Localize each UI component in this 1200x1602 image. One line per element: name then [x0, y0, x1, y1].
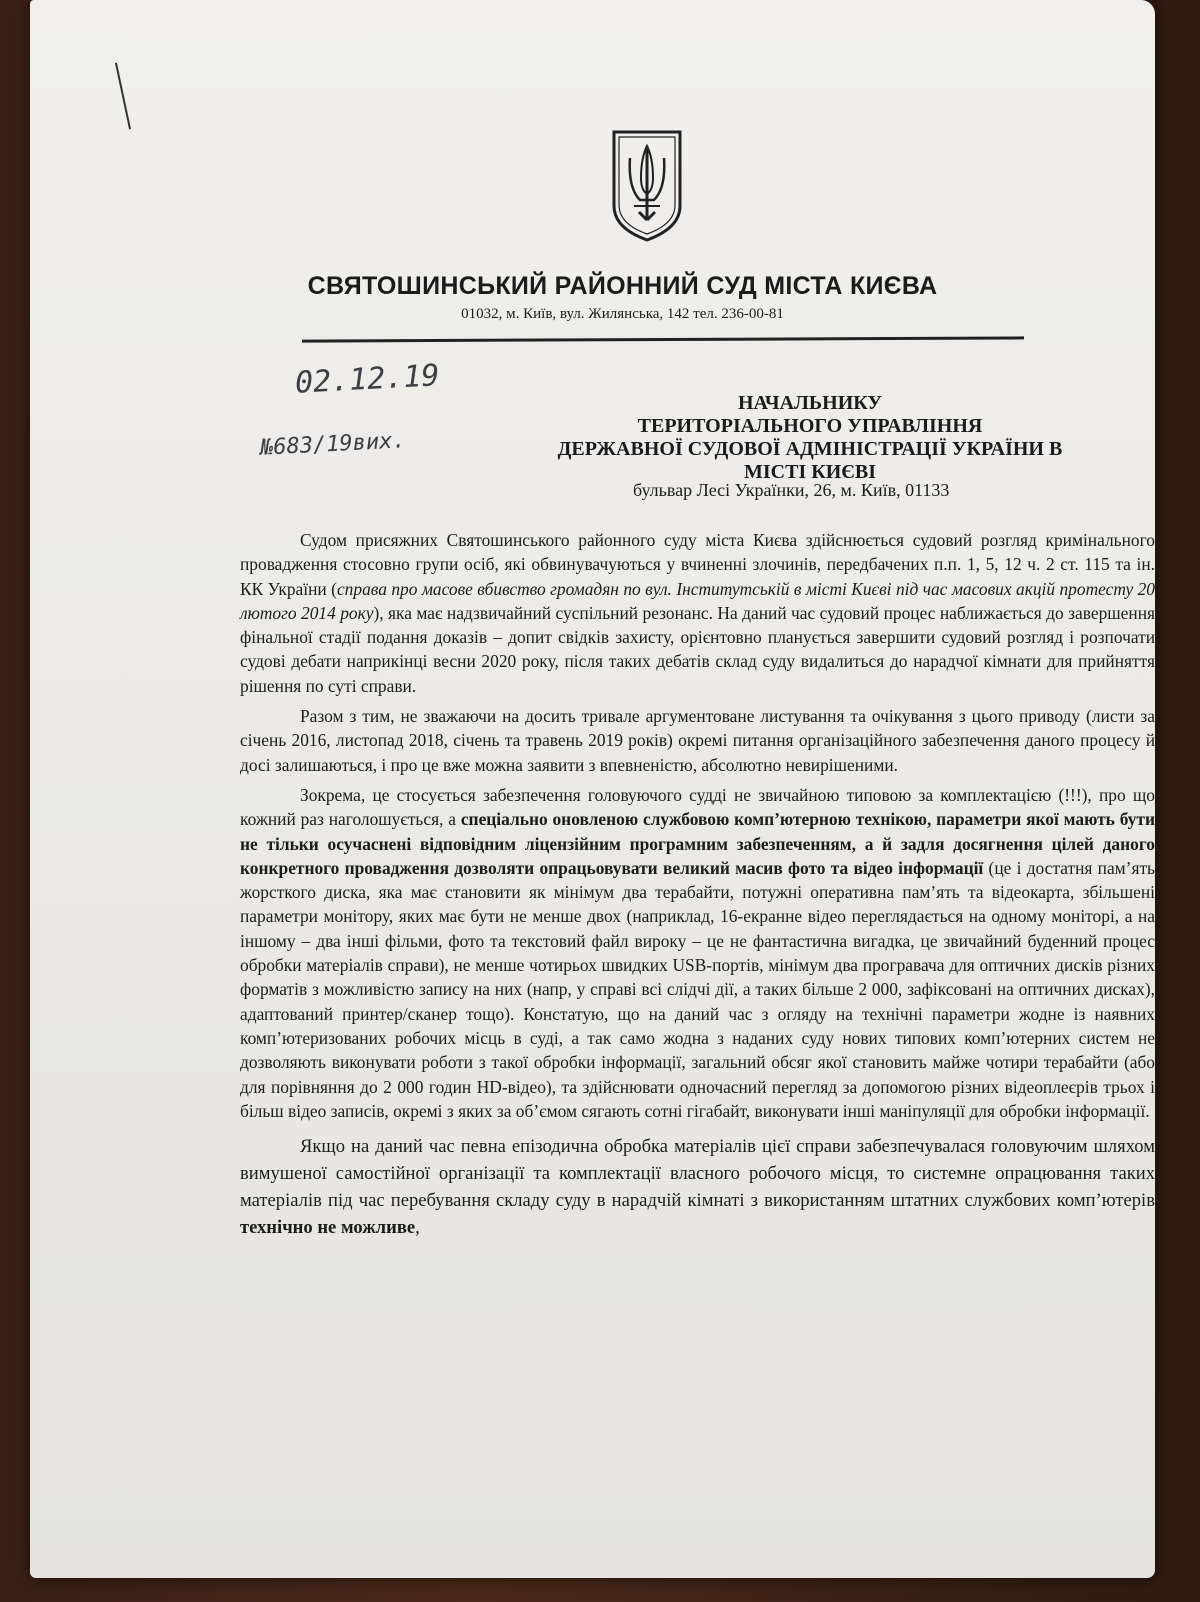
- paragraph-2: Разом з тим, не зважаючи на досить тривале аргументоване листування та очікування з цього приводу (листи за січень 2016, листопад 2018, січень та травень 2019 років) окремі питання організаційного забезпечення даного процесу й досі залишаються, і про це вже можна заявити з впевненістю, абсолютно невирішеними.: [240, 706, 1155, 775]
- court-address: 01032, м. Київ, вул. Жилянська, 142 тел. 236-00-81: [461, 306, 784, 322]
- case-reference-italic: справа про масове вбивство громадян по вул. Інститутській в місті Києві під час масових акцій протесту 20 лютого 2014 року: [240, 578, 1155, 623]
- handwritten-reference-number: №683/19вих.: [259, 428, 407, 461]
- paragraph-4: [240, 1133, 1155, 1241]
- paragraph-text: Судом присяжних Святошинського районного суду міста Києва здійснюється судовий розгляд кримінального провадження стосовно групи осіб, які обвинувачуються у вчиненні злочинів, передбачених п.п. 1, 5, 12 ч. 2 ст. 115 та ін. КК України (: [240, 530, 1155, 599]
- paragraph-text: (це і достатня пам’ять жорсткого диска, яка має становити як мінімум два терабайти, потужні оперативна пам’ять та відеокарта, збільшені параметри монітору, яких має бути не менше двох (наприклад, 16-екранне відео переглядається на одному моніторі, а на іншому – два інші фільми, фото та текстовий файл вироку – це не фантастична вигадка, це звичайний буденний процес обробки матеріалів справи), не менше чотирьох швидких USB-портів, мінімум два програвача для оптичних дисків різних форматів з можливістю запису на них (напр, у справі всі слідчі дії, а таких більше 2 000, зафіксовані на оптичних дисках), адаптований принтер/сканер тощо). Констатую, що на даний час з огляду на технічні параметри жодне із наявних комп’ютеризованих робочих місць в суді, а так само жодна з наданих суду нових типових комп’ютерних систем не дозволяють виконувати роботи з такої обробки інформації, загальний обсяг якої становить майже чотири терабайти (або для порівняння до 2 000 годин HD-відео), та здійснювати одночасний перегляд за допомогою різних відеоплеєрів трьох і більш відео записів, окремі з яких за об’ємом сягають сотні гігабайт, виконувати інші маніпуляції для обробки інформації.: [240, 857, 1155, 1121]
- emphasis-bold: технічно не можливе: [240, 1217, 416, 1239]
- paragraph-text: Якщо на даний час певна епізодична обробка матеріалів цієї справи забезпечувалася головуючим шляхом вимушеної самостійної організації та комплектації власного робочого місця, то системне опрацювання таких матеріалів під час перебування складу суду в нарадчій кімнаті з використанням штатних службових комп’ютерів: [240, 1136, 1155, 1212]
- addressee-line: МІСТІ КИЄВІ: [744, 461, 876, 483]
- header-divider: [302, 336, 1024, 342]
- paragraph-text: Зокрема, це стосується забезпечення головуючого судді не звичайною типовою за комплектацією (!!!), про що кожний раз наголошується, а: [240, 784, 1155, 830]
- pencil-mark: [115, 63, 131, 130]
- paragraph-3: [240, 783, 1155, 1123]
- paragraph-text: ), яка має надзвичайний суспільний резонанс. На даний час судовий процес наближається до завершення фінальної стадії подання доказів – допит свідків захисту, орієнтовно планується завершити судовий розгляд і розпочати судові дебати наприкінці весни 2020 року, після таких дебатів склад суду видалиться до нарадчої кімнати для прийняття рішення по суті справи.: [240, 602, 1155, 696]
- addressee-line: ДЕРЖАВНОЇ СУДОВОЇ АДМІНІСТРАЦІЇ УКРАЇНИ В: [557, 438, 1063, 460]
- coat-of-arms-icon: [610, 128, 684, 244]
- paragraph-1: [240, 528, 1155, 698]
- addressee-line: ТЕРИТОРІАЛЬНОГО УПРАВЛІННЯ: [637, 415, 983, 437]
- handwritten-date: 02.12.19: [294, 358, 441, 401]
- court-name: СВЯТОШИНСЬКИЙ РАЙОННИЙ СУД МІСТА КИЄВА: [307, 272, 938, 300]
- addressee-line: НАЧАЛЬНИКУ: [737, 392, 883, 414]
- addressee-block: [550, 392, 1070, 484]
- letter-page: [30, 0, 1155, 1578]
- emphasis-bold: спеціально оновленою службовою комп’ютерною технікою, параметри якої мають бути не тільки осучаснені відповідним ліцензійним програмним забезпеченням, а й задля досягнення цілей даного конкретного провадження дозволяти опрацьовувати великий масив фото та відео інформації: [240, 809, 1155, 878]
- paragraph-text: ,: [415, 1217, 420, 1239]
- letter-body: [240, 528, 1155, 1241]
- addressee-address: бульвар Лесі Українки, 26, м. Київ, 01133: [633, 480, 950, 500]
